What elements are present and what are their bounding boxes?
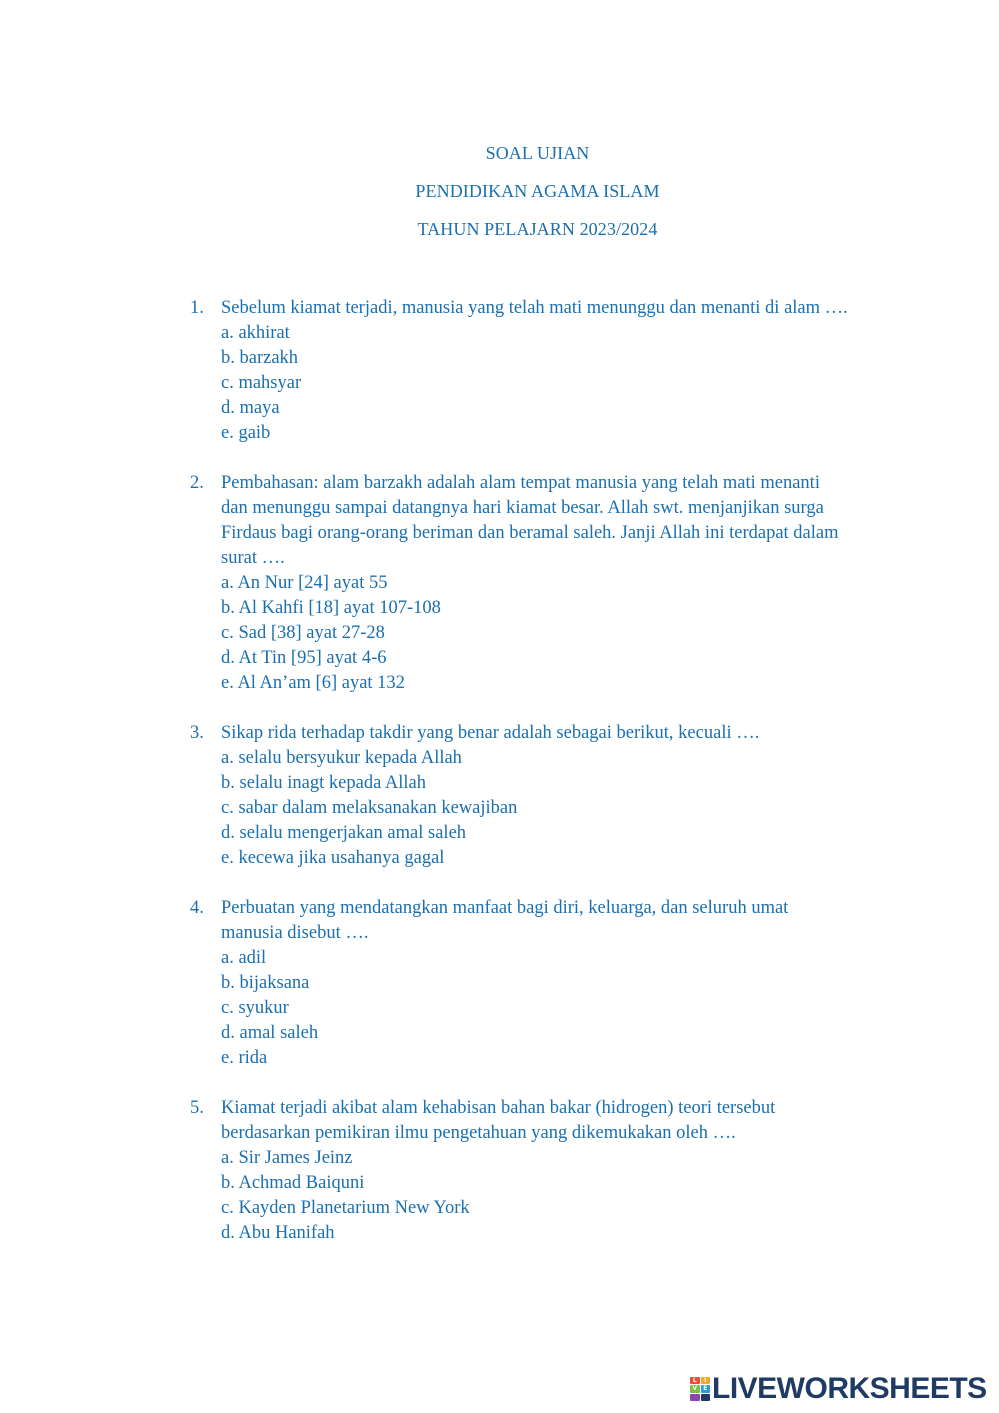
title-line-2: PENDIDIKAN AGAMA ISLAM <box>415 181 660 201</box>
brand-name: LIVEWORKSHEETS <box>712 1372 987 1405</box>
title-line-3: TAHUN PELAJARN 2023/2024 <box>417 219 658 239</box>
answer-option: d. maya <box>221 398 280 418</box>
answer-option: b. bijaksana <box>221 973 310 993</box>
answer-option: d. Abu Hanifah <box>221 1223 335 1243</box>
answer-option: a. selalu bersyukur kepada Allah <box>221 748 462 768</box>
answer-option: e. gaib <box>221 423 271 443</box>
logo-tile: I <box>701 1377 711 1384</box>
answer-options <box>221 746 850 871</box>
answer-options <box>221 946 850 1071</box>
question-number: 3. <box>190 723 204 743</box>
answer-option: e. Al An’am [6] ayat 132 <box>221 673 405 693</box>
question-text: Sebelum kiamat terjadi, manusia yang telah mati menunggu dan menanti di alam …. <box>221 298 848 318</box>
question-item <box>190 296 850 446</box>
answer-option: b. selalu inagt kepada Allah <box>221 773 426 793</box>
question-number: 1. <box>190 298 204 318</box>
question-list <box>190 296 850 1271</box>
answer-option: a. adil <box>221 948 267 968</box>
logo-tile <box>701 1394 711 1401</box>
answer-option: a. akhirat <box>221 323 290 343</box>
answer-option: d. At Tin [95] ayat 4-6 <box>221 648 387 668</box>
question-text: Perbuatan yang mendatangkan manfaat bagi diri, keluarga, dan seluruh umat manusia disebut …. <box>221 898 789 943</box>
answer-option: c. mahsyar <box>221 373 302 393</box>
answer-option: c. syukur <box>221 998 289 1018</box>
answer-option: c. Kayden Planetarium New York <box>221 1198 470 1218</box>
question-text: Pembahasan: alam barzakh adalah alam tempat manusia yang telah mati menanti dan menunggu sampai datangnya hari kiamat besar. Allah swt. menjanjikan surga Firdaus bagi orang-orang beriman dan beramal saleh. Janji Allah ini terdapat dalam surat …. <box>221 473 839 568</box>
liveworksheets-logo-icon <box>690 1377 710 1401</box>
answer-option: a. An Nur [24] ayat 55 <box>221 573 388 593</box>
question-number: 5. <box>190 1098 204 1118</box>
answer-option: a. Sir James Jeinz <box>221 1148 353 1168</box>
question-item <box>190 896 850 1071</box>
question-number: 2. <box>190 473 204 493</box>
question-text: Kiamat terjadi akibat alam kehabisan bahan bakar (hidrogen) teori tersebut berdasarkan pemikiran ilmu pengetahuan yang dikemukakan oleh …. <box>221 1098 776 1143</box>
logo-tile: E <box>701 1385 711 1392</box>
logo-tile: L <box>690 1377 700 1384</box>
question-item <box>190 471 850 696</box>
question-item <box>190 1096 850 1246</box>
answer-option: b. Al Kahfi [18] ayat 107-108 <box>221 598 441 618</box>
logo-tile: V <box>690 1385 700 1392</box>
answer-option: e. kecewa jika usahanya gagal <box>221 848 445 868</box>
answer-option: b. barzakh <box>221 348 299 368</box>
answer-options <box>221 1146 850 1246</box>
answer-option: b. Achmad Baiquni <box>221 1173 365 1193</box>
answer-option: c. Sad [38] ayat 27-28 <box>221 623 385 643</box>
answer-options <box>221 571 850 696</box>
liveworksheets-brand <box>690 1374 987 1404</box>
logo-tile <box>690 1394 700 1401</box>
answer-option: d. selalu mengerjakan amal saleh <box>221 823 467 843</box>
answer-option: c. sabar dalam melaksanakan kewajiban <box>221 798 518 818</box>
answer-options <box>221 321 850 446</box>
title-line-1: SOAL UJIAN <box>485 143 590 163</box>
question-text: Sikap rida terhadap takdir yang benar adalah sebagai berikut, kecuali …. <box>221 723 760 743</box>
question-number: 4. <box>190 898 204 918</box>
answer-option: d. amal saleh <box>221 1023 319 1043</box>
question-item <box>190 721 850 871</box>
answer-option: e. rida <box>221 1048 268 1068</box>
